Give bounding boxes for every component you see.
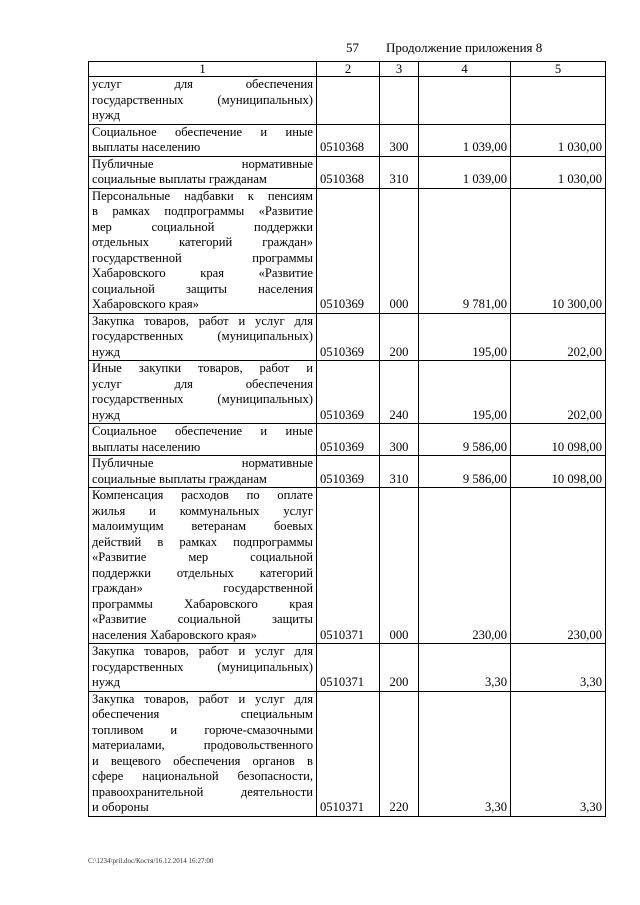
expense-type-cell: 300 — [380, 124, 419, 156]
expense-type-cell: 310 — [380, 456, 419, 488]
expense-name-line: государственных (муниципальных) — [92, 92, 313, 107]
expense-name-line: в рамках подпрограммы «Развитие — [92, 204, 313, 218]
page-header — [0, 40, 640, 56]
expense-name-line: Закупка товаров, работ и услуг для — [92, 313, 313, 328]
column-header: 5 — [511, 62, 606, 77]
expense-name-line: программы Хабаровского края — [92, 596, 313, 611]
expense-name-line: граждан» государственной — [92, 581, 313, 595]
expense-type-cell: 200 — [380, 644, 419, 692]
amount-year2-cell: 230,00 — [511, 488, 606, 644]
target-article-cell: 0510369 — [317, 313, 380, 361]
expense-type-cell: 240 — [380, 361, 419, 424]
amount-year1-cell: 195,00 — [419, 313, 511, 361]
amount-year1-cell: 9 781,00 — [419, 188, 511, 313]
expense-name-line: нужд — [92, 108, 120, 122]
amount-year1-cell: 230,00 — [419, 488, 511, 644]
target-article-cell — [317, 77, 380, 125]
file-path-footer: C:\1234\pril.doc/Костя/16.12.2014 16:27:00 — [88, 857, 214, 865]
expense-name-line: услуг для обеспечения — [92, 77, 313, 91]
amount-year1-cell: 3,30 — [419, 644, 511, 692]
target-article-cell: 0510371 — [317, 488, 380, 644]
amount-year1-cell: 9 586,00 — [419, 424, 511, 456]
expense-name-cell — [89, 124, 317, 156]
target-article-cell: 0510369 — [317, 456, 380, 488]
amount-year2-cell — [511, 77, 606, 125]
amount-year2-cell: 3,30 — [511, 691, 606, 816]
amount-year1-cell: 1 039,00 — [419, 124, 511, 156]
table-row — [89, 456, 606, 488]
table-header-row — [89, 62, 606, 77]
expense-name-cell — [89, 424, 317, 456]
amount-year1-cell — [419, 77, 511, 125]
expense-name-line: Персональные надбавки к пенсиям — [92, 188, 313, 203]
expense-name-line: выплаты населению — [92, 140, 201, 154]
expense-name-line: государственной программы — [92, 250, 313, 265]
expense-name-cell — [89, 188, 317, 313]
expense-name-line: «Развитие мер социальной — [92, 550, 313, 564]
expense-name-line: малоимущим ветеранам боевых — [92, 519, 313, 533]
expense-name-line: социальные выплаты гражданам — [92, 172, 267, 186]
table-row — [89, 188, 606, 313]
expense-name-line: материалами, продовольственного — [92, 738, 313, 752]
expense-name-line: услуг для обеспечения — [92, 376, 313, 391]
target-article-cell: 0510369 — [317, 424, 380, 456]
expense-type-cell: 300 — [380, 424, 419, 456]
expense-name-line: мер социальной поддержки — [92, 219, 313, 234]
page-number: 57 — [346, 40, 359, 55]
expense-name-line: Компенсация расходов по оплате — [92, 488, 313, 502]
expense-name-line: топливом и горюче-смазочными — [92, 722, 313, 737]
amount-year1-cell: 1 039,00 — [419, 156, 511, 188]
appendix-continuation-title: Продолжение приложения 8 — [386, 40, 543, 55]
expense-name-line: нужд — [92, 407, 120, 422]
target-article-cell: 0510371 — [317, 644, 380, 692]
expense-type-cell: 220 — [380, 691, 419, 816]
expense-name-line: действий в рамках подпрограммы — [92, 534, 313, 549]
target-article-cell: 0510371 — [317, 691, 380, 816]
amount-year2-cell: 1 030,00 — [511, 124, 606, 156]
table-row — [89, 313, 606, 361]
amount-year1-cell: 195,00 — [419, 361, 511, 424]
table-row — [89, 488, 606, 644]
expense-name-line: выплаты населению — [92, 439, 201, 454]
expense-name-cell — [89, 488, 317, 644]
table-row — [89, 77, 606, 125]
expense-type-cell — [380, 77, 419, 125]
expense-name-line: жилья и коммунальных услуг — [92, 503, 313, 518]
column-header: 1 — [89, 62, 317, 77]
expense-name-line: нужд — [92, 675, 120, 689]
amount-year2-cell: 10 098,00 — [511, 456, 606, 488]
expense-name-line: Публичные нормативные — [92, 156, 313, 171]
table-row — [89, 644, 606, 692]
expense-name-line: Хабаровского края» — [92, 297, 199, 311]
expense-name-cell — [89, 644, 317, 692]
expense-name-line: нужд — [92, 344, 120, 359]
expense-name-line: социальной защиты населения — [92, 281, 313, 296]
amount-year2-cell: 1 030,00 — [511, 156, 606, 188]
table-row — [89, 156, 606, 188]
amount-year2-cell: 3,30 — [511, 644, 606, 692]
expense-name-line: Закупка товаров, работ и услуг для — [92, 644, 313, 658]
expense-name-line: Публичные нормативные — [92, 456, 313, 470]
expense-name-line: обеспечения специальным — [92, 707, 313, 721]
table-row — [89, 361, 606, 424]
expense-name-line: Закупка товаров, работ и услуг для — [92, 691, 313, 706]
expense-name-cell — [89, 313, 317, 361]
expense-name-line: Социальное обеспечение и иные — [92, 424, 313, 438]
expense-name-line: правоохранительной деятельности — [92, 784, 313, 799]
expense-name-cell — [89, 156, 317, 188]
expense-type-cell: 000 — [380, 488, 419, 644]
expense-type-cell: 200 — [380, 313, 419, 361]
amount-year2-cell: 10 300,00 — [511, 188, 606, 313]
expense-name-cell — [89, 77, 317, 125]
expense-name-line: поддержки отдельных категорий — [92, 565, 313, 580]
amount-year2-cell: 10 098,00 — [511, 424, 606, 456]
expense-name-line: населения Хабаровского края» — [92, 627, 257, 642]
column-header: 3 — [380, 62, 419, 77]
amount-year1-cell: 9 586,00 — [419, 456, 511, 488]
budget-table — [88, 61, 606, 817]
expense-name-cell — [89, 361, 317, 424]
column-header: 2 — [317, 62, 380, 77]
table-row — [89, 124, 606, 156]
expense-type-cell: 310 — [380, 156, 419, 188]
expense-name-line: и вещевого обеспечения органов в — [92, 753, 313, 768]
expense-name-line: «Развитие социальной защиты — [92, 612, 313, 626]
expense-name-line: государственных (муниципальных) — [92, 392, 313, 406]
expense-name-line: Социальное обеспечение и иные — [92, 124, 313, 139]
table-row — [89, 424, 606, 456]
expense-type-cell: 000 — [380, 188, 419, 313]
expense-name-line: Иные закупки товаров, работ и — [92, 361, 313, 375]
expense-name-line: сфере национальной безопасности, — [92, 769, 313, 783]
target-article-cell: 0510368 — [317, 124, 380, 156]
expense-name-cell — [89, 456, 317, 488]
target-article-cell: 0510369 — [317, 361, 380, 424]
expense-name-line: Хабаровского края «Развитие — [92, 266, 313, 280]
expense-name-line: государственных (муниципальных) — [92, 329, 313, 343]
expense-name-line: государственных (муниципальных) — [92, 659, 313, 674]
target-article-cell: 0510369 — [317, 188, 380, 313]
target-article-cell: 0510368 — [317, 156, 380, 188]
amount-year2-cell: 202,00 — [511, 313, 606, 361]
table-row — [89, 691, 606, 816]
expense-name-line: социальные выплаты гражданам — [92, 471, 267, 486]
expense-name-line: и обороны — [92, 800, 149, 814]
amount-year2-cell: 202,00 — [511, 361, 606, 424]
expense-name-cell — [89, 691, 317, 816]
expense-name-line: отдельных категорий граждан» — [92, 235, 313, 249]
amount-year1-cell: 3,30 — [419, 691, 511, 816]
column-header: 4 — [419, 62, 511, 77]
